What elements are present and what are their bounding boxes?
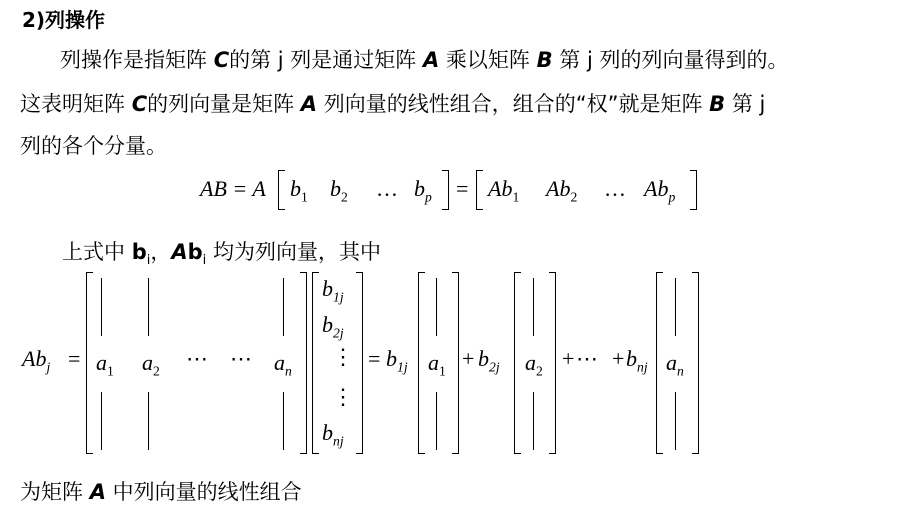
text: 为矩阵 [20, 480, 90, 504]
column-line [436, 278, 437, 336]
column-a2: $a_2$ [142, 350, 160, 379]
text: 乘以矩阵 [439, 48, 537, 72]
coef-b1j: $b_{1j}$ [386, 346, 408, 375]
eq1-b2: $b_2$ [330, 176, 348, 205]
paragraph-line-1 [60, 44, 789, 74]
paragraph-2 [62, 236, 381, 268]
column-a1: $a_1$ [96, 350, 114, 379]
text: 列向量的线性组合，组合的“权”就是矩阵 [317, 92, 710, 116]
cdots: ⋯ [230, 346, 252, 371]
eq1-bp: $b_p$ [414, 176, 432, 205]
column-line [148, 278, 149, 336]
eq1-ab2: $Ab_2$ [546, 176, 578, 205]
column-a1: $a_1$ [428, 350, 446, 379]
paragraph-line-3: 列的各个分量。 [20, 134, 167, 158]
eq1-ab1: $Ab_1$ [488, 176, 520, 205]
coef-bnj: $b_{nj}$ [626, 346, 648, 375]
right-bracket [442, 170, 449, 210]
matrix-b: B [536, 48, 553, 72]
column-line [148, 392, 149, 450]
matrix-a: A [89, 480, 106, 504]
text: 的列向量是矩阵 [147, 92, 301, 116]
text: 这表明矩阵 [20, 92, 132, 116]
column-line [101, 392, 102, 450]
entry-b2j: $b_{2j}$ [322, 312, 344, 341]
coef-b2j: $b_{2j}$ [478, 346, 500, 375]
left-bracket [278, 170, 285, 210]
left-bracket [86, 272, 93, 454]
cdots: ⋯ [186, 346, 208, 371]
matrix-a: A [300, 92, 318, 116]
entry-bnj: $b_{nj}$ [322, 420, 344, 449]
eq1-dots: … [376, 176, 398, 201]
column-an: $a_n$ [274, 350, 292, 379]
cdots: ⋯ [576, 346, 598, 371]
right-bracket [300, 272, 307, 454]
eq2-equals: = [368, 346, 381, 371]
vdots: ⋮ [332, 384, 354, 409]
column-line [533, 278, 534, 336]
text: 均为列向量，其中 [206, 240, 381, 264]
plus: + [612, 346, 625, 371]
right-bracket [690, 170, 697, 210]
column-line [283, 392, 284, 450]
left-bracket [476, 170, 483, 210]
text: 第 j [725, 92, 766, 116]
right-bracket [692, 272, 699, 454]
text: 上式中 [62, 240, 132, 264]
text: ， [150, 240, 172, 264]
vector-b: b [187, 240, 203, 264]
plus: + [462, 346, 475, 371]
matrix-c: C [131, 92, 148, 116]
right-bracket [549, 272, 556, 454]
eq1-abp: $Ab_p$ [644, 176, 676, 205]
matrix-a: A [171, 240, 188, 264]
right-bracket [452, 272, 459, 454]
paragraph-3 [20, 476, 302, 506]
vdots: ⋮ [332, 344, 354, 369]
right-bracket [356, 272, 363, 454]
column-line [436, 392, 437, 450]
text: 的第 j 列是通过矩阵 [229, 48, 423, 72]
column-an: $a_n$ [666, 350, 684, 379]
matrix-c: C [213, 48, 230, 72]
text: 第 j 列的列向量得到的。 [552, 48, 789, 72]
eq2-equals: = [68, 346, 81, 371]
eq1-lhs: AB = A [200, 176, 266, 201]
text: 列操作是指矩阵 [60, 48, 214, 72]
eq1-dots: … [604, 176, 626, 201]
column-line [675, 392, 676, 450]
column-line [101, 278, 102, 336]
eq1-equals: = [456, 176, 469, 201]
eq2-lhs: $Ab_j$ [22, 346, 51, 375]
column-line [675, 278, 676, 336]
eq1-b1: $b_1$ [290, 176, 308, 205]
matrix-a: A [422, 48, 440, 72]
entry-b1j: $b_{1j}$ [322, 276, 344, 305]
matrix-b: B [709, 92, 726, 116]
subscript: i [202, 253, 207, 269]
left-bracket [418, 272, 425, 454]
paragraph-line-2 [20, 88, 765, 118]
left-bracket [656, 272, 663, 454]
section-heading: 2)列操作 [22, 8, 106, 32]
column-line [283, 278, 284, 336]
subscript: i [146, 253, 151, 269]
left-bracket [312, 272, 319, 454]
column-a2: $a_2$ [525, 350, 543, 379]
column-line [533, 392, 534, 450]
vector-b: b [131, 240, 147, 264]
left-bracket [514, 272, 521, 454]
text: 中列向量的线性组合 [105, 480, 302, 504]
plus: + [562, 346, 575, 371]
